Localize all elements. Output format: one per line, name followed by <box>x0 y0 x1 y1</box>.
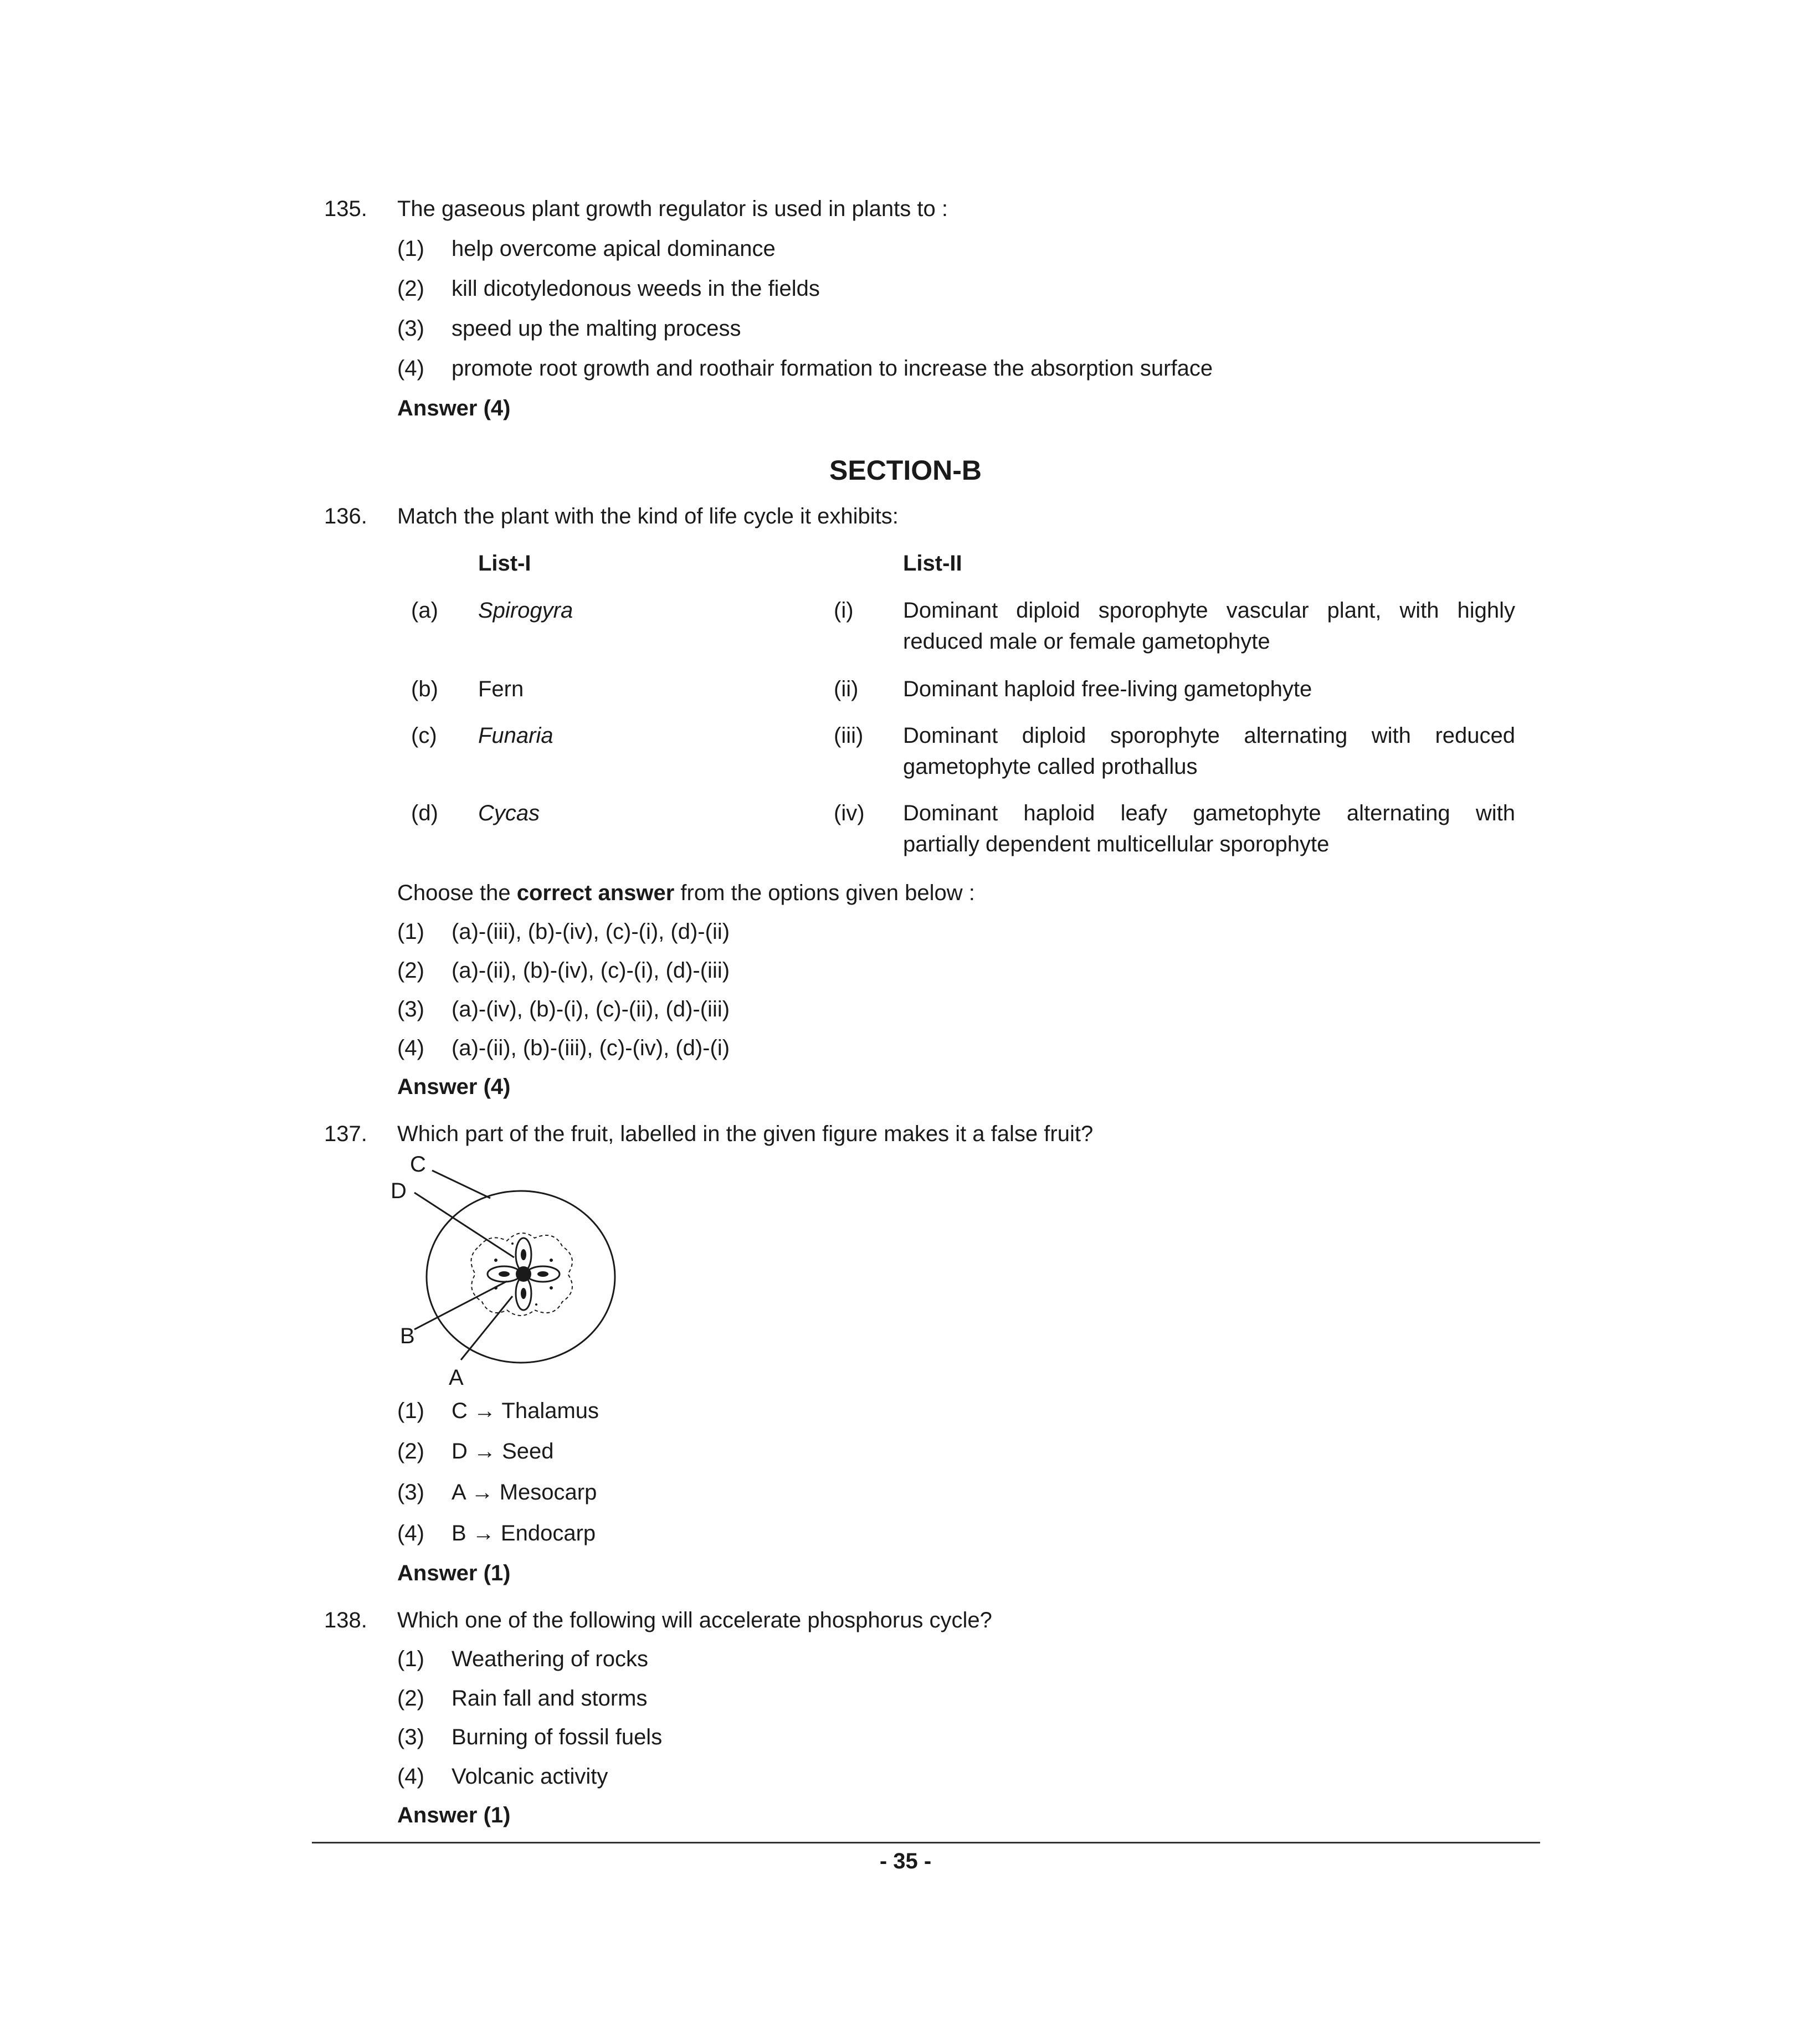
option-text: D → Seed <box>452 1439 554 1463</box>
option-number: (3) <box>397 1480 424 1504</box>
question-text: Which part of the fruit, labelled in the given figure makes it a false fruit? <box>397 1122 1094 1146</box>
list-1-label: (d) <box>411 801 438 825</box>
list-2-label: (i) <box>834 598 854 623</box>
option-number: (2) <box>397 1439 424 1463</box>
option-text: Burning of fossil fuels <box>452 1725 663 1749</box>
option-text: kill dicotyledonous weeds in the fields <box>452 276 820 301</box>
option-number: (2) <box>397 958 424 983</box>
question-number: 137. <box>324 1122 367 1146</box>
option-text: B → Endocarp <box>452 1521 596 1545</box>
option-text: speed up the malting process <box>452 316 741 341</box>
option-number: (1) <box>397 1647 424 1671</box>
question-text: The gaseous plant growth regulator is used in plants to : <box>397 197 948 221</box>
list-2-item: Dominant haploid leafy gametophyte alternating with <box>903 801 1515 825</box>
list-2-item-cont: gametophyte called prothallus <box>903 754 1198 779</box>
list-2-item: Dominant haploid free-living gametophyte <box>903 677 1312 701</box>
answer: Answer (1) <box>397 1561 511 1585</box>
answer: Answer (4) <box>397 396 511 420</box>
footer-rule <box>312 1842 1540 1843</box>
list-1-item: Fern <box>478 677 524 701</box>
option-text: (a)-(iv), (b)-(i), (c)-(ii), (d)-(iii) <box>452 997 730 1021</box>
list-2-item: Dominant diploid sporophyte alternating with reduced <box>903 723 1515 748</box>
option-number: (3) <box>397 1725 424 1749</box>
question-text: Which one of the following will accelerate phosphorus cycle? <box>397 1608 992 1632</box>
option-number: (4) <box>397 356 424 381</box>
list-2-label: (iii) <box>834 723 864 748</box>
option-text: help overcome apical dominance <box>452 237 776 261</box>
option-number: (4) <box>397 1764 424 1789</box>
list-2-item-cont: partially dependent multicellular sporophyte <box>903 832 1330 856</box>
fruit-cross-section-figure <box>388 1149 637 1393</box>
list-1-label: (c) <box>411 723 437 748</box>
list-2-item: Dominant diploid sporophyte vascular plant, with highly <box>903 598 1515 623</box>
list-1-item: Funaria <box>478 723 553 748</box>
option-text: Volcanic activity <box>452 1764 608 1789</box>
choose-instruction: Choose the correct answer from the options given below : <box>397 881 975 905</box>
question-text: Match the plant with the kind of life cycle it exhibits: <box>397 504 899 528</box>
list-1-item: Spirogyra <box>478 598 573 623</box>
figure-label-d: D <box>391 1179 407 1203</box>
question-number: 135. <box>324 197 367 221</box>
option-number: (4) <box>397 1521 424 1545</box>
option-text: (a)-(ii), (b)-(iii), (c)-(iv), (d)-(i) <box>452 1036 730 1060</box>
question-number: 136. <box>324 504 367 528</box>
figure-label-c: C <box>410 1152 426 1177</box>
section-title: SECTION-B <box>829 455 982 486</box>
option-number: (1) <box>397 920 424 944</box>
option-text: A → Mesocarp <box>452 1480 597 1504</box>
option-text: Weathering of rocks <box>452 1647 648 1671</box>
list-1-header: List-I <box>478 551 531 576</box>
option-number: (3) <box>397 997 424 1021</box>
option-number: (3) <box>397 316 424 341</box>
question-number: 138. <box>324 1608 367 1632</box>
option-number: (4) <box>397 1036 424 1060</box>
option-number: (2) <box>397 276 424 301</box>
option-number: (1) <box>397 1399 424 1423</box>
answer: Answer (1) <box>397 1803 511 1827</box>
answer: Answer (4) <box>397 1075 511 1099</box>
option-number: (1) <box>397 237 424 261</box>
list-2-label: (ii) <box>834 677 859 701</box>
option-text: (a)-(iii), (b)-(iv), (c)-(i), (d)-(ii) <box>452 920 730 944</box>
list-2-label: (iv) <box>834 801 865 825</box>
list-1-item: Cycas <box>478 801 540 825</box>
list-1-label: (a) <box>411 598 438 623</box>
option-text: promote root growth and roothair formation to increase the absorption surface <box>452 356 1213 381</box>
option-text: C → Thalamus <box>452 1399 599 1423</box>
figure-label-a: A <box>449 1365 464 1390</box>
option-number: (2) <box>397 1686 424 1711</box>
option-text: Rain fall and storms <box>452 1686 648 1711</box>
figure-label-b: B <box>400 1324 415 1348</box>
option-text: (a)-(ii), (b)-(iv), (c)-(i), (d)-(iii) <box>452 958 730 983</box>
list-2-header: List-II <box>903 551 962 576</box>
list-1-label: (b) <box>411 677 438 701</box>
list-2-item-cont: reduced male or female gametophyte <box>903 629 1270 654</box>
page-number: - 35 - <box>879 1849 932 1873</box>
